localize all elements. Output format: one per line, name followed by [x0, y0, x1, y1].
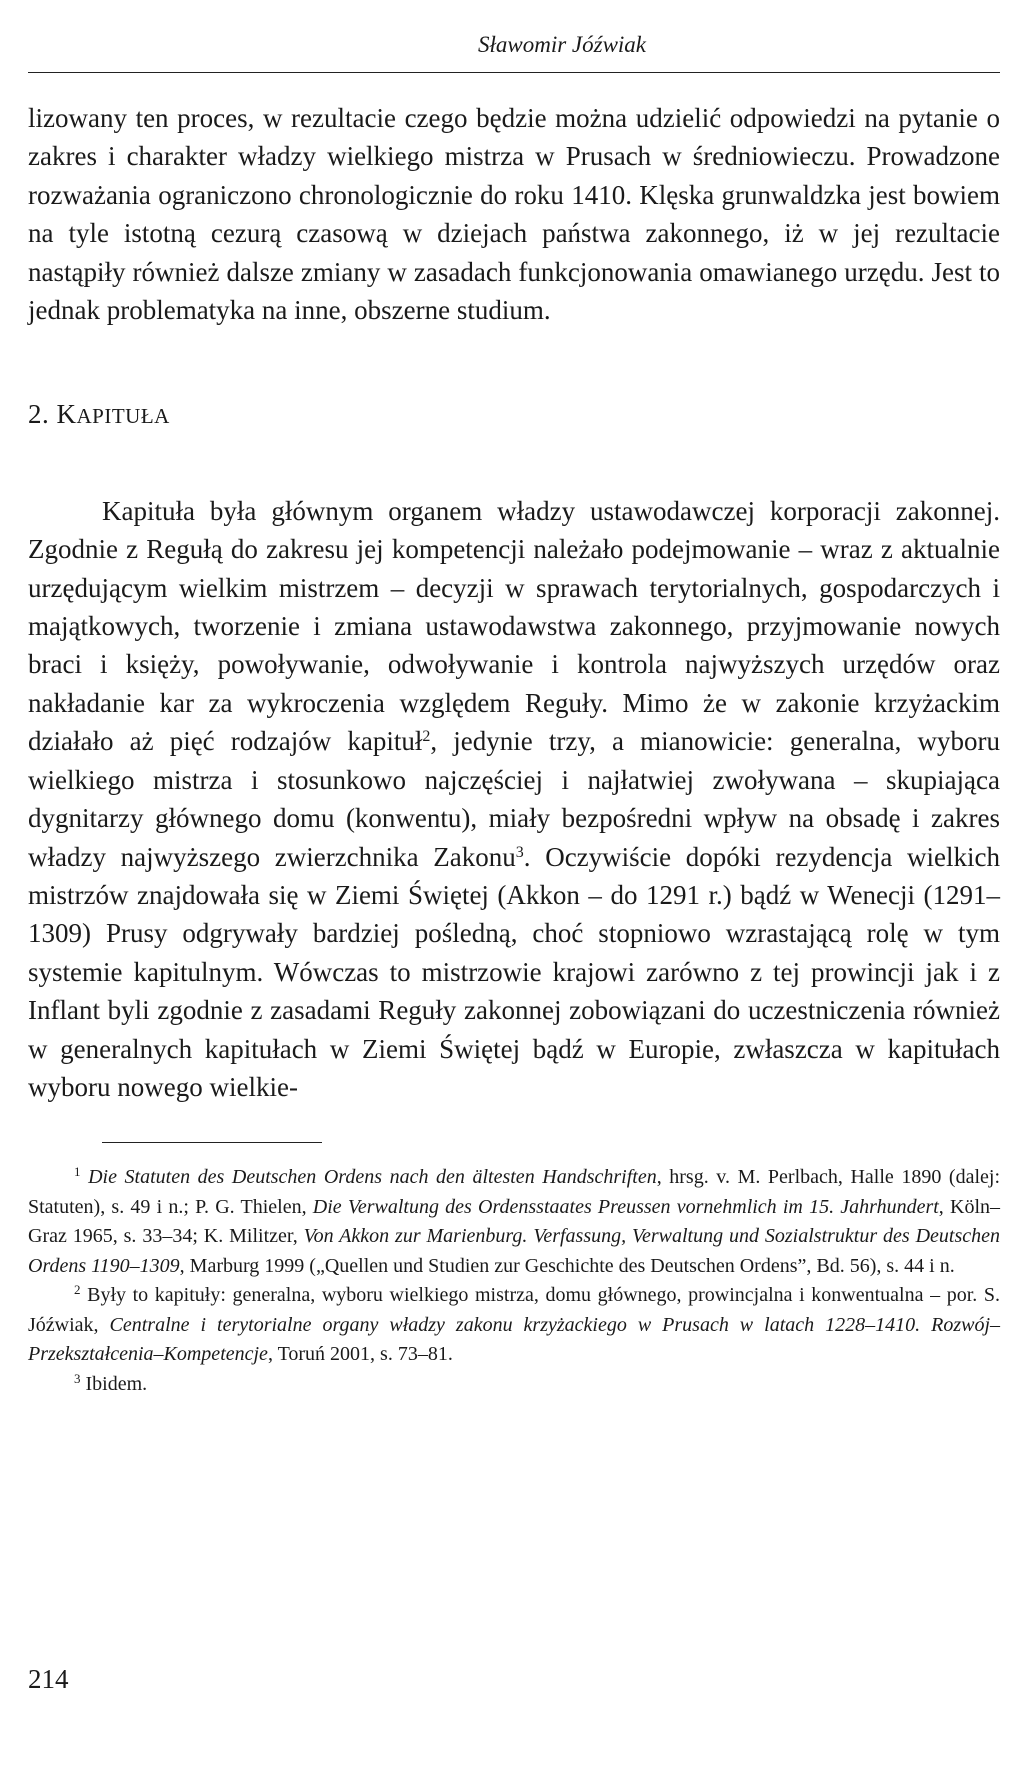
body-text: [28, 99, 1000, 1106]
document-page: [28, 30, 1000, 1399]
paragraph-2-part-c: . Oczywiście dopóki rezydencja wielkich mistrzów znajdowała się w Ziemi Świętej (Akkon – do 1291 r.) bądź w Wenecji (1291–1309) Prusy odgrywały bardziej pośledną, choć stopniowo wzrastającą rolę w tym systemie kapitulnym. Wówczas to mistrzowie krajowi zarówno z tej prowincji jak i z Inflant byli zgodnie z zasadami Reguły zakonnej zobowiązani do uczestniczenia również w generalnych kapitułach w Ziemi Świętej bądź w Europie, zwłaszcza w kapitułach wyboru nowego wielkie-: [28, 841, 1000, 1102]
footnote-2-title: Centralne i terytorialne organy władzy zakonu krzyżackiego w Prusach w latach 1228–1410. Rozwój–Przekształcenia–Kompetencje: [28, 1313, 1000, 1366]
footnote-2-text-2: , Toruń 2001, s. 73–81.: [267, 1343, 453, 1366]
footnote-rule: [102, 1142, 322, 1143]
footnote-2-text-1: Były to kapituły: generalna, wyboru wielkiego mistrza, domu głównego, prowincjalna i konwentualna – por. S. Jóźwiak,: [28, 1284, 1000, 1336]
running-head: Sławomir Jóźwiak: [477, 32, 647, 57]
footnote-2: [28, 1281, 1000, 1370]
footnote-3-text: Ibidem.: [85, 1372, 148, 1395]
paragraph-2: [28, 492, 1000, 1107]
section-title-initial: K: [56, 399, 77, 430]
footnotes: [28, 1163, 1000, 1399]
footnote-1-title-2: Die Verwaltung des Ordensstaates Preussen vornehmlich im 15. Jahrhundert: [312, 1195, 939, 1218]
footnote-2-number: 2: [74, 1282, 81, 1298]
footnote-1-title-3: Von Akkon zur Marienburg. Verfassung, Verwaltung und Sozialstruktur des Deutschen Ordens 1190–1309: [28, 1225, 1000, 1277]
footnote-1-number: 1: [74, 1164, 81, 1180]
footnote-1-title-1: Die Statuten des Deutschen Ordens nach den ältesten Handschriften: [88, 1166, 657, 1189]
page-number: 214: [28, 1664, 69, 1694]
paragraph-2-part-b: , jedynie trzy, a mianowicie: generalna, wyboru wielkiego mistrza i stosunkowo najczęściej i najłatwiej zwoływana – skupiająca dygnitarzy głównego domu (konwentu), miały bezpośredni wpływ na obsadę i zakres władzy najwyższego zwierzchnika Zakonu: [28, 726, 1001, 872]
header-rule: [28, 72, 1000, 73]
footnote-1-text-1: , hrsg. v. M. Perlbach, Halle 1890 (dalej: Statuten), s. 49 i n.; P. G. Thielen,: [28, 1166, 1001, 1218]
section-number: 2.: [28, 399, 50, 430]
footnote-1-text-3: , Marburg 1999 („Quellen und Studien zur Geschichte des Deutschen Ordens”, Bd. 56), s. 44 i n.: [179, 1254, 955, 1277]
footnote-ref-2[interactable]: 2: [422, 728, 431, 746]
footnote-3: [28, 1370, 1000, 1400]
section-heading: [28, 395, 1000, 435]
paragraph-1: lizowany ten proces, w rezultacie czego będzie można udzielić odpowiedzi na pytanie o zakres i charakter władzy wielkiego mistrza w Prusach w średniowieczu. Prowadzone rozważania ograniczono chronologicznie do roku 1410. Klęska grunwaldzka jest bowiem na tyle istotną cezurą czasową w dziejach państwa zakonnego, iż w jej rezultacie nastąpiły również dalsze zmiany w zasadach funkcjonowania omawianego urzędu. Jest to jednak problematyka na inne, obszerne studium.: [28, 103, 1000, 326]
footnote-1-text-2: , Köln–Graz 1965, s. 33–34; K. Militzer,: [28, 1195, 1000, 1248]
footnote-ref-3[interactable]: 3: [515, 843, 524, 861]
section-title-rest: APITUŁA: [76, 404, 170, 429]
footnote-1: [28, 1163, 1000, 1281]
paragraph-2-part-a: Kapituła była głównym organem władzy ustawodawczej korporacji zakonnej. Zgodnie z Regułą do zakresu jej kompetencji należało podejmowanie – wraz z aktualnie urzędującym wielkim mistrzem – decyzji w sprawach terytorialnych, gospodarczych i majątkowych, tworzenie i zmiana ustawodawstwa zakonnego, przyjmowanie nowych braci i księży, powoływanie, odwoływanie i kontrola najwyższych urzędów oraz nakładanie kar za wykroczenia względem Reguły. Mimo że w zakonie krzyżackim działało aż pięć rodzajów kapituł: [28, 495, 1000, 757]
footnote-3-number: 3: [74, 1370, 81, 1386]
